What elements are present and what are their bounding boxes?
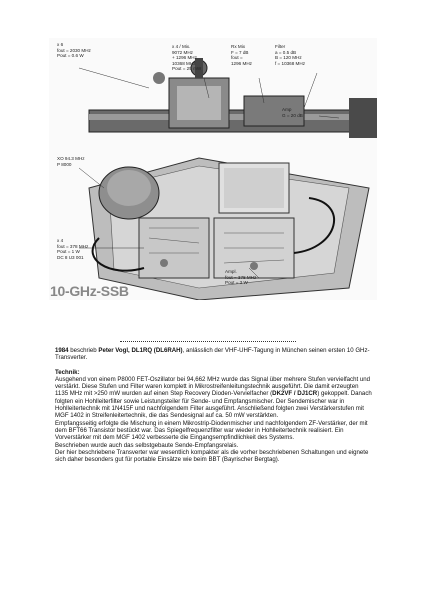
label-x4: x 4 fout = 378 MHz Pout = 1 W DC 8 U3 001 bbox=[57, 238, 89, 260]
paragraph-2: Empfangsseitig erfolgte die Mischung in einem Mikrostrip-Diodenmischer und nachfolgendem ZF-Verstärker, der mit dem BFT66 Transistor bestückt war. Das Spiegelfrequenzfilter war wieder in Hohlleitertechnik realisiert. Ein Vorverstärker mit dem MGF 1402 verbesserte die Eingangsempfindlichkeit des Systems. bbox=[55, 419, 368, 442]
paragraph-1 bbox=[55, 376, 373, 420]
intro-name: Peter Vogl, DL1RQ (DL6RAH) bbox=[98, 347, 183, 354]
label-x4-mix: x 4 / Mix. 9072 MHz + 1296 MHz 10368 MHz Pout = 25 mW bbox=[172, 44, 202, 72]
label-xo: XO 94.3 MHz P 8000 bbox=[57, 156, 85, 167]
label-filter: Filter a = 0.5 dB B = 120 MHz f = 10368 MHz bbox=[275, 44, 306, 66]
intro-text-2: , anlässlich der VHF-UHF-Tagung in München seinen ersten 10 GHz-Transverter. bbox=[55, 347, 370, 362]
transverter-photo bbox=[49, 38, 377, 300]
transverter-drawing bbox=[49, 38, 377, 300]
intro-text-1: beschrieb bbox=[68, 347, 99, 354]
label-ampl: Ampl. fout = 378 MHz Pout = 3 W bbox=[225, 269, 257, 286]
paragraph-1c: ) gekoppelt. Danach folgten ein Hohlleiterfilter sowie Leistungsteiler für Sende- und Empfangsmischer. Der Sendemischer war in Hohlleitertechnik mit 1N415F und nachfolgendem Filter ausgeführt. Anschließend folgten zwei Verstärkerstufen mit MGF 1402 in Streifenleitertechnik, die das Sendesignal auf ca. 50 mW verstärkten. bbox=[55, 390, 372, 420]
paragraph-3: Beschrieben wurde auch das selbstgebaute Sende-Empfangsrelais. bbox=[55, 441, 239, 449]
separator-line bbox=[120, 341, 296, 342]
paragraph-1a: Ausgehend von einem P8000 FET-Oszillator bei 94,662 MHz wurde das Signal über mehrere Stufen vervielfacht und verstärkt. Diese Stufen und Filter waren komplett in Mikrostreifenleitungstechnik ausgeführt. Die damit erzeugten 1135 MHz mit >250 mW wurden auf einen Step Recovery Dioden-Vervielfacher ( bbox=[55, 375, 371, 398]
label-amp: Amp G = 20 dB bbox=[282, 107, 303, 118]
section-heading bbox=[55, 369, 373, 376]
label-x6: x 6 fout = 2030 MHz Pout = 0.6 W bbox=[57, 42, 91, 59]
intro-year: 1984 bbox=[55, 347, 69, 354]
paragraph-1-names: DK2VF / DJ1CR bbox=[272, 390, 318, 398]
intro-paragraph bbox=[55, 347, 373, 362]
article-body bbox=[55, 347, 373, 463]
heading-text: Technik: bbox=[55, 368, 80, 376]
paragraph-4: Der hier beschriebene Transverter war wesentlich kompakter als die vorher beschriebenen Schaltungen und eignete sich daher besonders gut für portable Einsätze wie beim BBT (Bayrischer Bergtag). bbox=[55, 448, 369, 464]
label-rx-mix: Rx Mix F = 7 dB fout = 1296 MHz bbox=[231, 44, 252, 66]
photo-caption: 10-GHz-SSB bbox=[50, 283, 129, 299]
